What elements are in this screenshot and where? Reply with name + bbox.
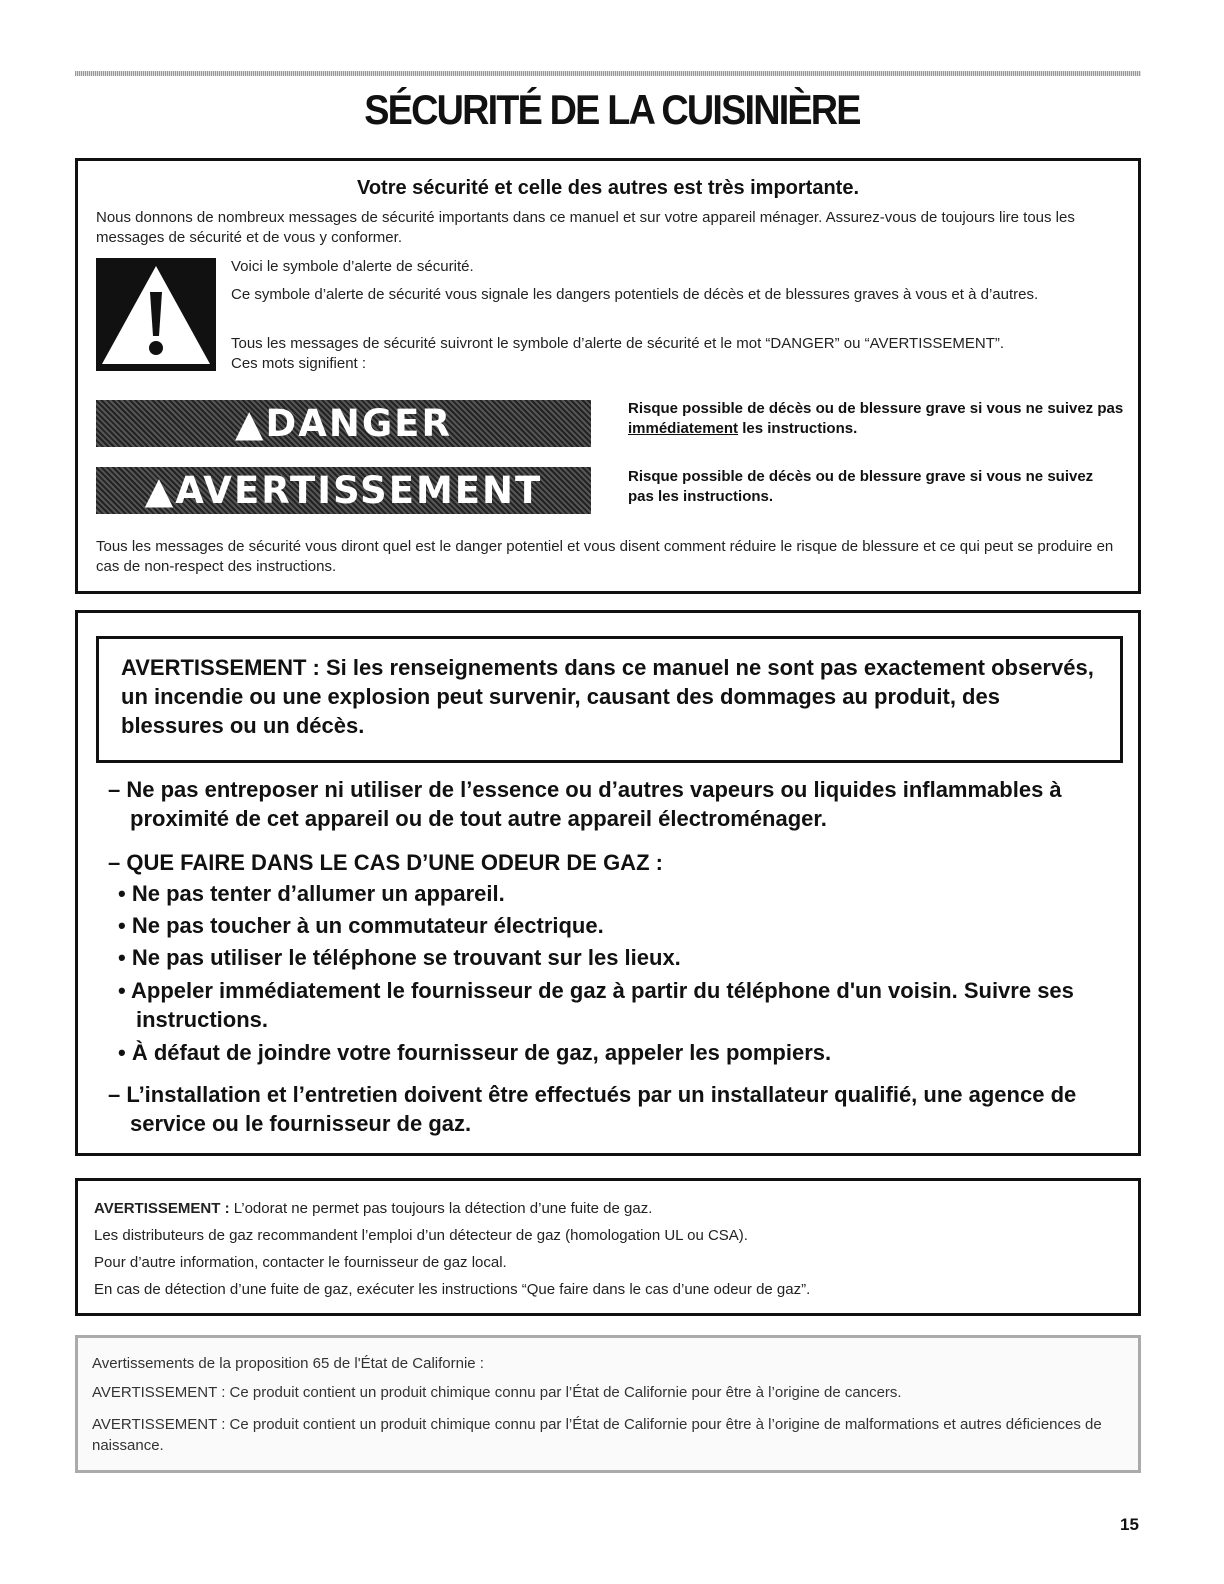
danger-text-a: Risque possible de décès ou de blessure grave si vous ne suivez pas	[628, 400, 1124, 417]
page-title: SÉCURITÉ DE LA CUISINIÈRE	[364, 86, 860, 133]
danger-text-underlined: immédiatement	[628, 420, 739, 437]
gas-odor-box	[75, 1178, 1141, 1316]
installation-item: – L’installation et l’entretien doivent être effectués par un installateur qualifié, une agence de service ou le fournisseur de gaz.	[108, 1082, 1077, 1136]
intro-heading: Votre sécurité et celle des autres est très importante.	[356, 177, 860, 199]
alert-triangle-icon: ▲	[144, 469, 176, 512]
list-item: • Ne pas tenter d’allumer un appareil.	[118, 881, 505, 906]
gas-odor-list	[118, 879, 1118, 1067]
alert-triangle-icon: ▲	[235, 402, 266, 445]
danger-description	[628, 399, 1138, 439]
intro-paragraph: Nous donnons de nombreux messages de sécurité importants dans ce manuel et sur votre appareil ménager. Assurez-vous de toujours lire tous les messages de sécurité et de vous y conformer.	[96, 209, 1075, 246]
list-item: • À défaut de joindre votre fournisseur de gaz, appeler les pompiers.	[118, 1040, 832, 1065]
prop65-cancer: AVERTISSEMENT : Ce produit contient un produit chimique connu par l’État de Californie pour être à l’origine de cancers.	[92, 1384, 902, 1401]
prop65-box	[75, 1335, 1141, 1473]
prop65-birth-defects: AVERTISSEMENT : Ce produit contient un produit chimique connu par l’État de Californie pour être à l’origine de malformations et autres déficiences de naissance.	[92, 1416, 1102, 1454]
symbol-text-3: Tous les messages de sécurité suivront le symbole d’alerte de sécurité et le mot “DANGER” ou “AVERTISSEMENT”. Ces mots signifient :	[231, 335, 1005, 372]
odor-line-3: Pour d’autre information, contacter le fournisseur de gaz local.	[94, 1254, 507, 1271]
gas-warning-box	[75, 610, 1141, 1156]
gas-odor-heading: – QUE FAIRE DANS LE CAS D’UNE ODEUR DE GAZ :	[108, 850, 663, 875]
odor-line-1: AVERTISSEMENT : L’odorat ne permet pas toujours la détection d’une fuite de gaz.	[94, 1200, 653, 1217]
intro-footer: Tous les messages de sécurité vous diront quel est le danger potentiel et vous disent comment réduire le risque de blessure et ce qui peut se produire en cas de non-respect des instructions.	[96, 538, 1114, 575]
top-rule	[75, 71, 1141, 76]
fire-explosion-warning: AVERTISSEMENT : Si les renseignements dans ce manuel ne sont pas exactement observés, un incendie ou une explosion peut survenir, causant des dommages au produit, des blessures ou un décès.	[96, 636, 1123, 763]
odor-line-4: En cas de détection d’une fuite de gaz, exécuter les instructions “Que faire dans le cas d’une odeur de gaz”.	[94, 1281, 811, 1298]
symbol-text-1: Voici le symbole d’alerte de sécurité.	[231, 258, 474, 275]
page-number: 15	[1120, 1515, 1139, 1534]
prop65-heading: Avertissements de la proposition 65 de l'État de Californie :	[92, 1355, 484, 1372]
symbol-text-2: Ce symbole d’alerte de sécurité vous signale les dangers potentiels de décès et de blessures graves à vous et à d’autres.	[231, 286, 1039, 303]
safety-intro-box	[75, 158, 1141, 594]
danger-label: DANGER	[265, 402, 452, 445]
warning-banner	[96, 467, 591, 514]
safety-alert-icon	[96, 258, 216, 371]
flammable-item: – Ne pas entreposer ni utiliser de l’essence ou d’autres vapeurs ou liquides inflammables à proximité de cet appareil ou de tout autre appareil électroménager.	[108, 777, 1062, 831]
warning-label: AVERTISSEMENT	[175, 469, 543, 512]
list-item: • Appeler immédiatement le fournisseur de gaz à partir du téléphone d'un voisin. Suivre ses instructions.	[118, 978, 1074, 1032]
list-item: • Ne pas toucher à un commutateur électrique.	[118, 913, 604, 938]
list-item: • Ne pas utiliser le téléphone se trouvant sur les lieux.	[118, 945, 681, 970]
danger-text-b: les instructions.	[738, 420, 858, 437]
odor-label: AVERTISSEMENT :	[94, 1200, 230, 1217]
odor-line-2: Les distributeurs de gaz recommandent l’emploi d’un détecteur de gaz (homologation UL ou CSA).	[94, 1227, 748, 1244]
warning-description: Risque possible de décès ou de blessure grave si vous ne suivez pas les instructions.	[628, 468, 1094, 505]
danger-banner	[96, 400, 591, 447]
